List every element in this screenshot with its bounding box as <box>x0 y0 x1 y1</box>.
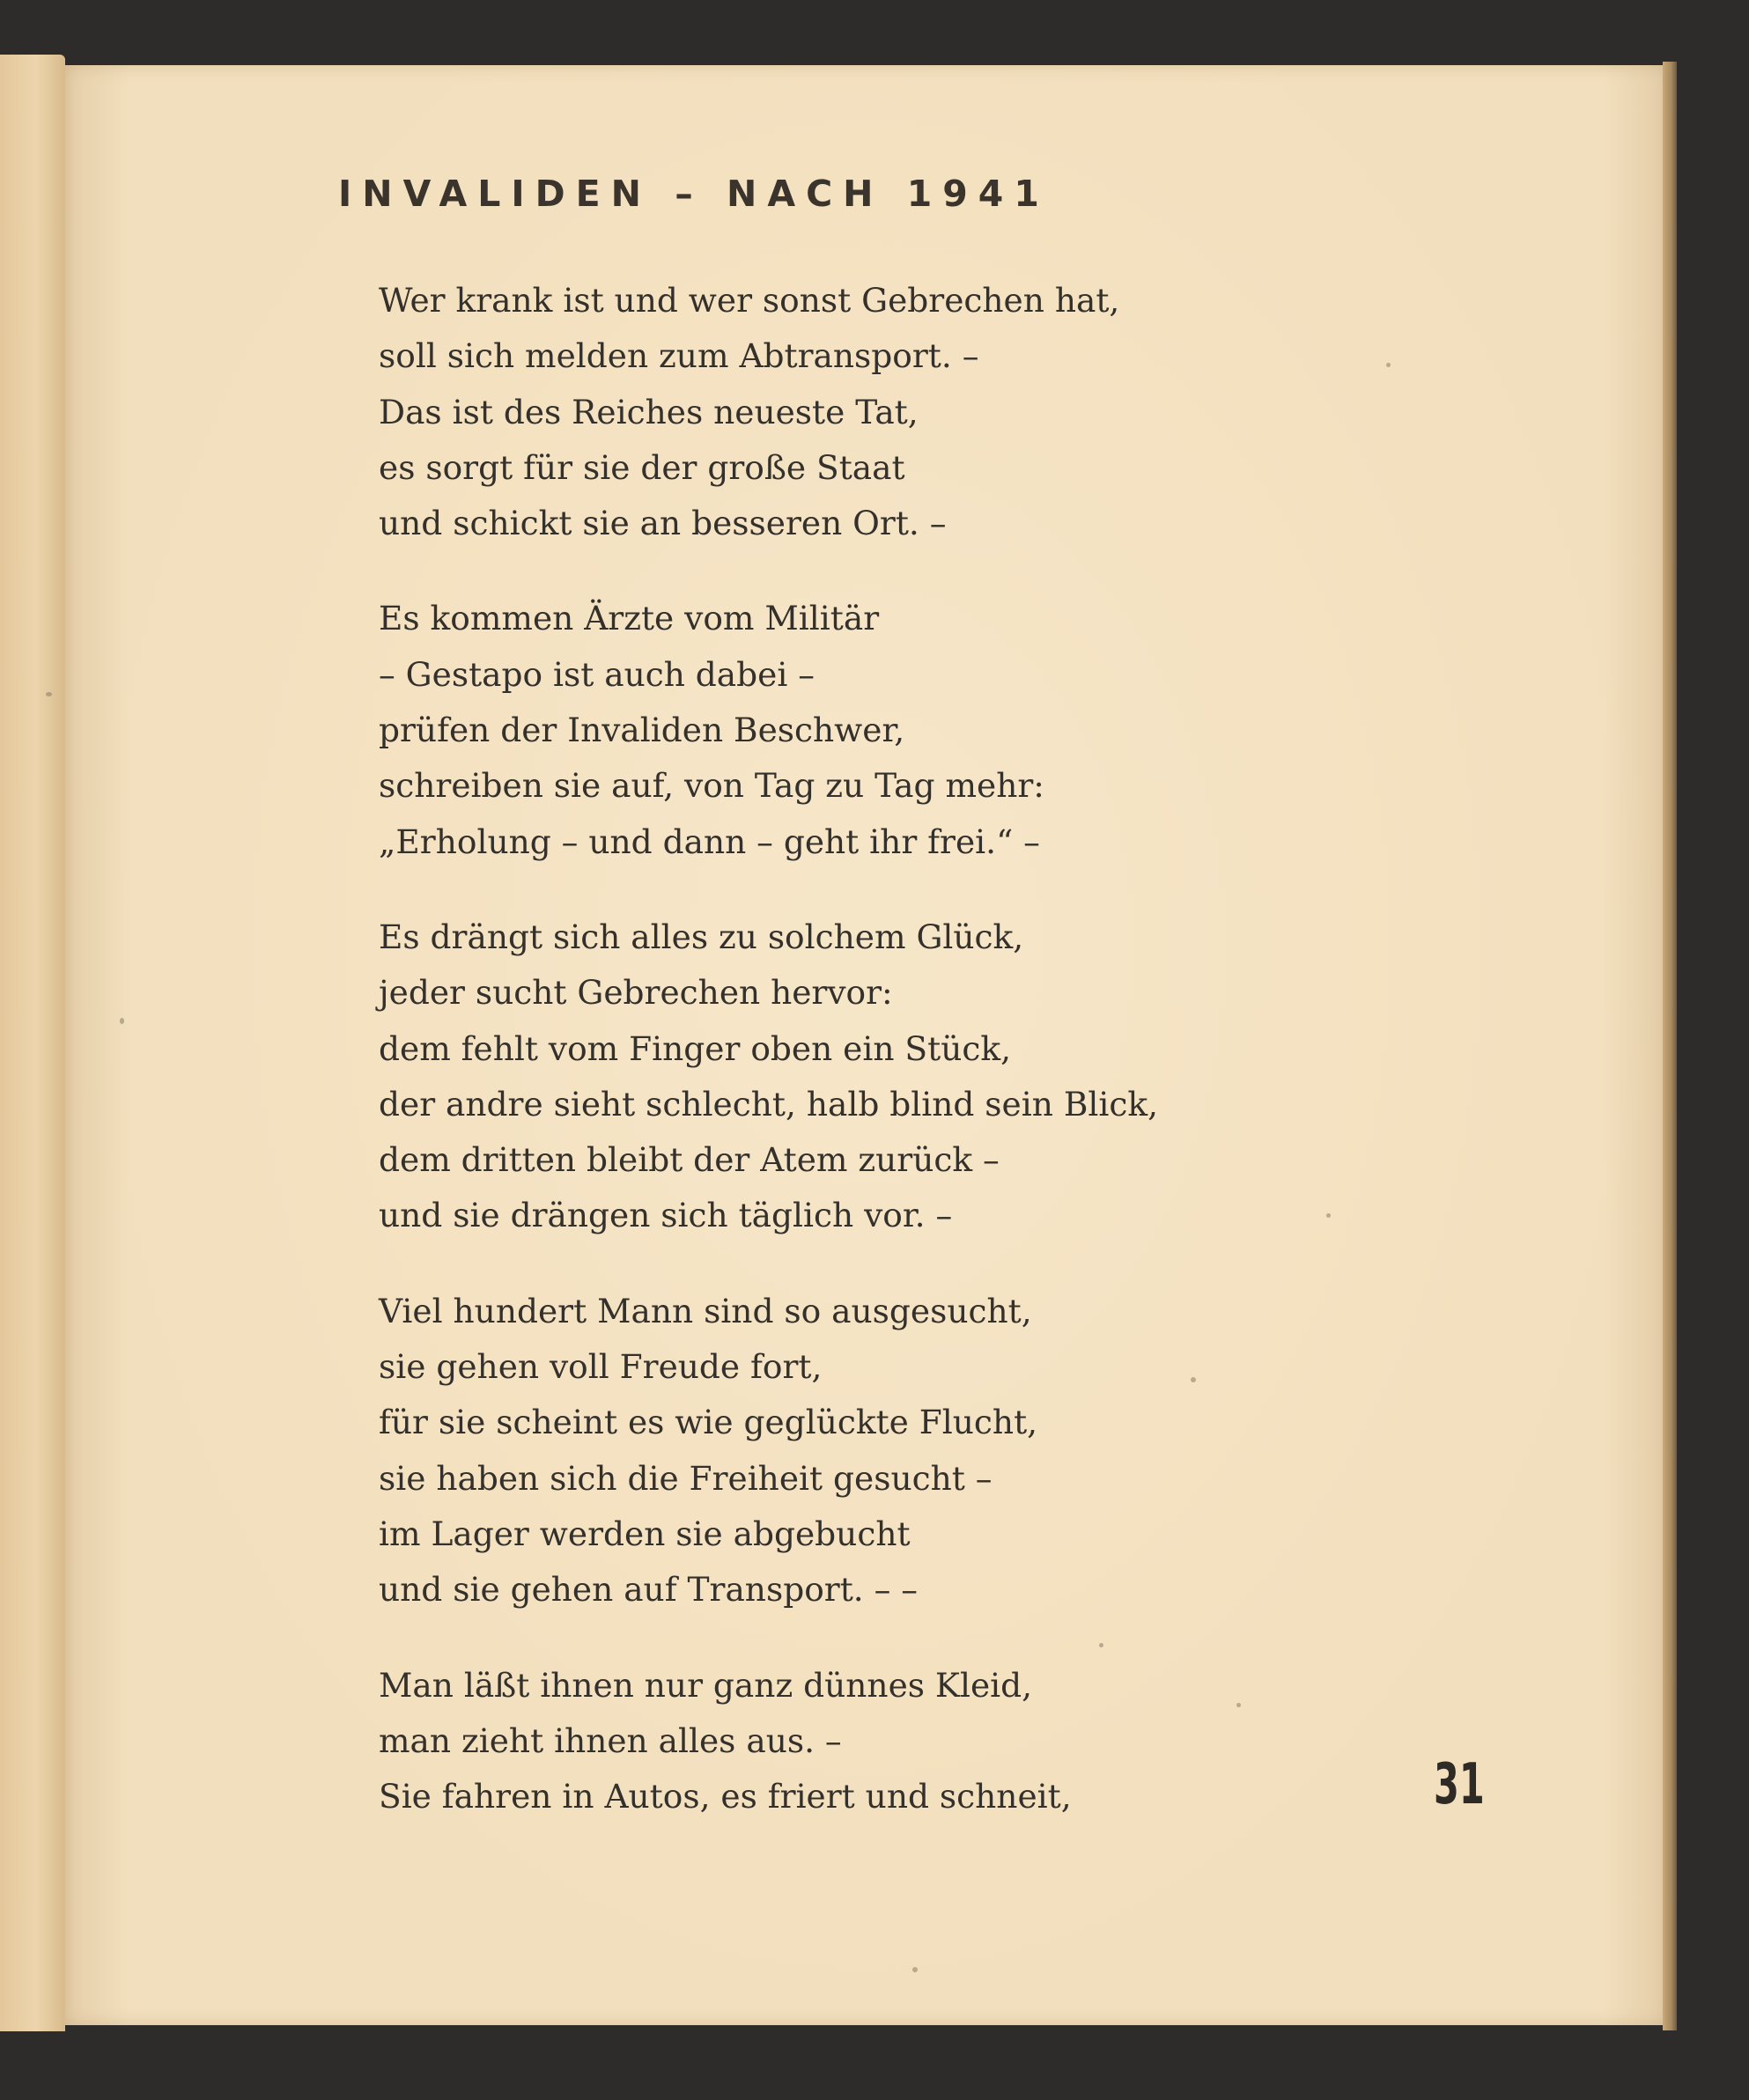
poem-line: soll sich melden zum Abtransport. – <box>379 336 979 376</box>
poem-line: man zieht ihnen alles aus. – <box>379 1721 842 1760</box>
poem-line: „Erholung – und dann – geht ihr frei.“ – <box>379 822 1040 861</box>
poem-line: dem dritten bleibt der Atem zurück – <box>379 1140 1000 1180</box>
poem-line: der andre sieht schlecht, halb blind sein Blick, <box>379 1084 1159 1124</box>
stanza <box>379 1658 1259 1825</box>
page-edge <box>1663 62 1677 2030</box>
poem-line: schreiben sie auf, von Tag zu Tag mehr: <box>379 766 1044 806</box>
paper-speck <box>1386 363 1391 367</box>
poem-line: und sie drängen sich täglich vor. – <box>379 1196 953 1235</box>
paper-speck <box>46 692 52 696</box>
paper-speck <box>1099 1643 1103 1647</box>
paper-speck <box>1326 1213 1331 1218</box>
poem-body <box>379 273 1259 1864</box>
stanza <box>379 273 1259 551</box>
stanza <box>379 1284 1259 1618</box>
poem-line: dem fehlt vom Finger oben ein Stück, <box>379 1028 1011 1068</box>
poem-line: Wer krank ist und wer sonst Gebrechen hat, <box>379 281 1120 320</box>
stanza <box>379 591 1259 869</box>
poem-line: es sorgt für sie der große Staat <box>379 447 905 487</box>
poem-line: Das ist des Reiches neueste Tat, <box>379 392 919 431</box>
poem-line: sie gehen voll Freude fort, <box>379 1347 823 1387</box>
paper-speck <box>1236 1703 1241 1707</box>
poem-line: Es kommen Ärzte vom Militär <box>379 599 880 638</box>
poem-line: sie haben sich die Freiheit gesucht – <box>379 1458 993 1498</box>
left-facing-page <box>0 55 65 2031</box>
poem-line: Es drängt sich alles zu solchem Glück, <box>379 917 1024 956</box>
poem-title: INVALIDEN – NACH 1941 <box>338 173 1050 215</box>
poem-line: und schickt sie an besseren Ort. – <box>379 504 947 543</box>
paper-speck <box>120 1018 124 1024</box>
poem-line: jeder sucht Gebrechen hervor: <box>379 973 893 1013</box>
paper-speck <box>1191 1377 1196 1382</box>
stanza <box>379 910 1259 1244</box>
poem-line: prüfen der Invaliden Beschwer, <box>379 711 905 750</box>
poem-line: und sie gehen auf Transport. – – <box>379 1570 919 1610</box>
poem-line: Sie fahren in Autos, es friert und schneit, <box>379 1777 1072 1816</box>
poem-line: Man läßt ihnen nur ganz dünnes Kleid, <box>379 1665 1033 1705</box>
poem-line: im Lager werden sie abgebucht <box>379 1514 911 1553</box>
poem-line: – Gestapo ist auch dabei – <box>379 654 815 694</box>
paper-speck <box>912 1967 918 1972</box>
poem-line: Viel hundert Mann sind so ausgesucht, <box>379 1291 1032 1330</box>
page-number: 31 <box>1434 1752 1485 1817</box>
poem-line: für sie scheint es wie geglückte Flucht, <box>379 1403 1038 1442</box>
